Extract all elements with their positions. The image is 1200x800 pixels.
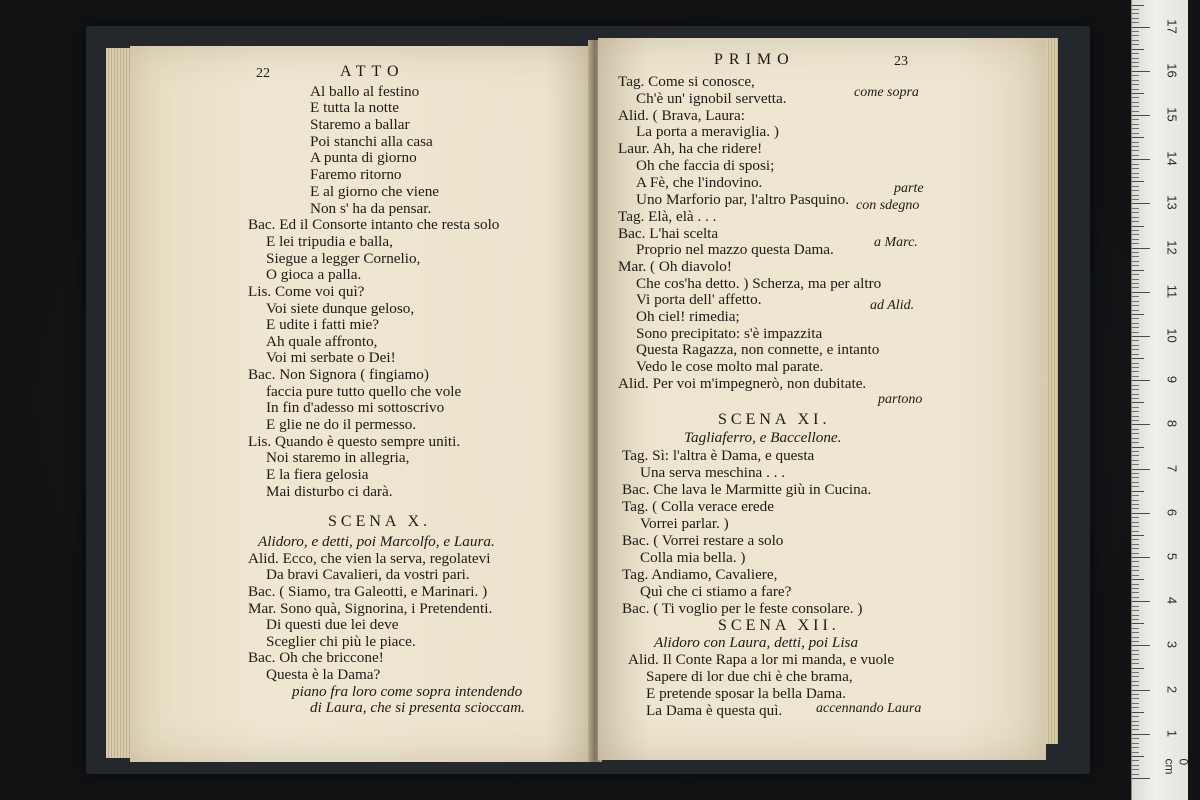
ruler-tick bbox=[1132, 575, 1139, 576]
ruler-tick bbox=[1132, 13, 1139, 14]
ruler-tick bbox=[1132, 464, 1139, 465]
ruler-tick bbox=[1132, 539, 1139, 540]
text-line: Uno Marforio par, l'altro Pasquino. bbox=[636, 191, 850, 208]
ruler-tick bbox=[1132, 248, 1150, 249]
ruler-number: 7 bbox=[1164, 464, 1180, 472]
ruler-tick bbox=[1132, 407, 1139, 408]
ruler-tick bbox=[1132, 420, 1139, 421]
ruler-tick bbox=[1132, 765, 1139, 766]
ruler-tick bbox=[1132, 270, 1144, 271]
left-page bbox=[130, 46, 592, 762]
ruler-tick bbox=[1132, 398, 1139, 399]
ruler-tick bbox=[1132, 371, 1139, 372]
ruler-tick bbox=[1132, 195, 1139, 196]
ruler-tick bbox=[1132, 27, 1150, 28]
text-line: Alid. Ecco, che vien la serva, regolatevi bbox=[248, 550, 491, 567]
ruler-tick bbox=[1132, 477, 1139, 478]
ruler-tick bbox=[1132, 707, 1139, 708]
ruler-tick bbox=[1132, 641, 1139, 642]
stage-direction: parte bbox=[894, 181, 924, 196]
ruler-tick bbox=[1132, 155, 1139, 156]
ruler-tick bbox=[1132, 654, 1139, 655]
text-line: Sapere di lor due chi è che brama, bbox=[646, 668, 853, 685]
ruler-tick bbox=[1132, 570, 1139, 571]
ruler-tick bbox=[1132, 318, 1139, 319]
ruler-tick bbox=[1132, 416, 1139, 417]
ruler-tick bbox=[1132, 97, 1139, 98]
ruler-tick bbox=[1132, 469, 1150, 470]
ruler-tick bbox=[1132, 239, 1139, 240]
ruler-tick bbox=[1132, 659, 1139, 660]
ruler-tick bbox=[1132, 447, 1144, 448]
text-line: Tag. Come si conosce, bbox=[618, 73, 755, 90]
text-line: Oh che faccia di sposi; bbox=[636, 157, 775, 174]
ruler-number: 16 bbox=[1164, 63, 1180, 78]
ruler-tick bbox=[1132, 451, 1139, 452]
ruler-tick bbox=[1132, 128, 1139, 129]
text-line: Una serva meschina . . . bbox=[640, 464, 786, 481]
ruler-tick bbox=[1132, 597, 1139, 598]
ruler-tick bbox=[1132, 623, 1144, 624]
text-line: Lis. Quando è questo sempre uniti. bbox=[248, 433, 461, 450]
ruler-tick bbox=[1132, 676, 1139, 677]
stage-direction: come sopra bbox=[854, 85, 919, 100]
ruler-tick bbox=[1132, 217, 1139, 218]
stage-direction: partono bbox=[878, 392, 923, 407]
ruler-tick bbox=[1132, 349, 1139, 350]
text-line: Bac. Che lava le Marmitte giù in Cucina. bbox=[622, 481, 872, 498]
left-running-head: ATTO bbox=[340, 63, 405, 80]
ruler-tick bbox=[1132, 305, 1139, 306]
ruler-tick bbox=[1132, 230, 1139, 231]
ruler-tick bbox=[1132, 526, 1139, 527]
text-line: Vi porta dell' affetto. bbox=[636, 291, 762, 308]
ruler-number: 14 bbox=[1164, 151, 1180, 166]
ruler-tick bbox=[1132, 5, 1144, 6]
ruler-tick bbox=[1132, 296, 1139, 297]
ruler-tick bbox=[1132, 438, 1139, 439]
text-line: Di questi due lei deve bbox=[266, 616, 399, 633]
text-line: Laur. Ah, ha che ridere! bbox=[618, 140, 763, 157]
ruler-tick bbox=[1132, 252, 1139, 253]
ruler-tick bbox=[1132, 460, 1139, 461]
ruler-tick bbox=[1132, 672, 1139, 673]
ruler-tick bbox=[1132, 274, 1139, 275]
text-line: Questa Ragazza, non connette, e intanto bbox=[636, 341, 880, 358]
ruler-tick bbox=[1132, 606, 1139, 607]
ruler-tick bbox=[1132, 314, 1144, 315]
ruler-tick bbox=[1132, 561, 1139, 562]
text-line: Vorrei parlar. ) bbox=[640, 515, 729, 532]
ruler-tick bbox=[1132, 637, 1139, 638]
ruler-tick bbox=[1132, 133, 1139, 134]
ruler-tick bbox=[1132, 628, 1139, 629]
text-line: Staremo a ballar bbox=[310, 116, 410, 133]
ruler-tick bbox=[1132, 721, 1139, 722]
ruler-tick bbox=[1132, 650, 1139, 651]
ruler-tick bbox=[1132, 584, 1139, 585]
text-line: O gioca a palla. bbox=[266, 266, 362, 283]
ruler-tick bbox=[1132, 703, 1139, 704]
ruler-tick bbox=[1132, 694, 1139, 695]
text-line: Sceglier chi più le piace. bbox=[266, 633, 416, 650]
ruler-tick bbox=[1132, 336, 1150, 337]
text-line: E al giorno che viene bbox=[310, 183, 440, 200]
ruler-tick bbox=[1132, 177, 1139, 178]
ruler-tick bbox=[1132, 150, 1139, 151]
ruler-number: 9 bbox=[1164, 376, 1180, 384]
ruler-tick bbox=[1132, 31, 1139, 32]
text-line: Noi staremo in allegria, bbox=[266, 449, 410, 466]
ruler-tick bbox=[1132, 531, 1139, 532]
ruler-tick bbox=[1132, 376, 1139, 377]
text-line: Oh ciel! rimedia; bbox=[636, 308, 740, 325]
ruler-tick bbox=[1132, 685, 1139, 686]
ruler-tick bbox=[1132, 752, 1139, 753]
ruler-tick bbox=[1132, 486, 1139, 487]
scene-heading: SCENA XI. bbox=[718, 411, 831, 428]
ruler-tick bbox=[1132, 588, 1139, 589]
text-line: Voi mi serbate o Dei! bbox=[266, 349, 396, 366]
ruler-tick bbox=[1132, 491, 1144, 492]
scene-heading: SCENA X. bbox=[328, 513, 432, 530]
text-line: Lis. Come voi quì? bbox=[248, 283, 365, 300]
ruler-tick bbox=[1132, 668, 1144, 669]
ruler-tick bbox=[1132, 226, 1144, 227]
stage-direction: di Laura, che si presenta scioccam. bbox=[310, 699, 525, 716]
ruler-tick bbox=[1132, 663, 1139, 664]
text-line: Quì che ci stiamo a fare? bbox=[640, 583, 792, 600]
ruler-tick bbox=[1132, 389, 1139, 390]
ruler-tick bbox=[1132, 544, 1139, 545]
ruler-number: 17 bbox=[1164, 18, 1180, 34]
stage-direction: Alidoro con Laura, detti, poi Lisa bbox=[654, 634, 859, 651]
text-line: Alid. Il Conte Rapa a lor mi manda, e vuole bbox=[628, 651, 895, 668]
ruler-tick bbox=[1132, 35, 1139, 36]
ruler-number: 4 bbox=[1164, 597, 1180, 605]
ruler-tick bbox=[1132, 62, 1139, 63]
text-line: E lei tripudia e balla, bbox=[266, 233, 393, 250]
text-line: E tutta la notte bbox=[310, 99, 399, 116]
ruler-tick bbox=[1132, 712, 1144, 713]
ruler-tick bbox=[1132, 44, 1139, 45]
text-line: Bac. ( Siamo, tra Galeotti, e Marinari. ) bbox=[248, 583, 488, 600]
ruler-tick bbox=[1132, 504, 1139, 505]
text-line: faccia pure tutto quello che vole bbox=[266, 383, 462, 400]
ruler-tick bbox=[1132, 385, 1139, 386]
ruler-tick bbox=[1132, 212, 1139, 213]
ruler-tick bbox=[1132, 137, 1144, 138]
ruler-tick bbox=[1132, 71, 1150, 72]
ruler-tick bbox=[1132, 261, 1139, 262]
ruler-tick bbox=[1132, 40, 1139, 41]
ruler-tick bbox=[1132, 482, 1139, 483]
text-line: Alid. Per voi m'impegnerò, non dubitate. bbox=[618, 375, 867, 392]
ruler-tick bbox=[1132, 75, 1139, 76]
text-line: Ah quale affronto, bbox=[266, 333, 378, 350]
right-page bbox=[598, 38, 1046, 760]
ruler-tick bbox=[1132, 778, 1150, 779]
ruler-number: 2 bbox=[1164, 685, 1180, 693]
text-line: A punta di giorno bbox=[310, 149, 417, 166]
ruler-tick bbox=[1132, 433, 1139, 434]
ruler-tick bbox=[1132, 142, 1139, 143]
ruler-tick bbox=[1132, 292, 1150, 293]
ruler-tick bbox=[1132, 535, 1144, 536]
ruler-tick bbox=[1132, 111, 1139, 112]
stage-direction: Alidoro, e detti, poi Marcolfo, e Laura. bbox=[258, 533, 495, 550]
text-line: Mai disturbo ci darà. bbox=[266, 483, 393, 500]
ruler-tick bbox=[1132, 310, 1139, 311]
ruler-tick bbox=[1132, 283, 1139, 284]
text-line: Sono precipitato: s'è impazzita bbox=[636, 325, 823, 342]
ruler-tick bbox=[1132, 698, 1139, 699]
ruler-number: 8 bbox=[1164, 420, 1180, 428]
text-line: Colla mia bella. ) bbox=[640, 549, 746, 566]
ruler-tick bbox=[1132, 592, 1139, 593]
ruler-tick bbox=[1132, 208, 1139, 209]
ruler-tick bbox=[1132, 18, 1139, 19]
scene-heading: SCENA XII. bbox=[718, 617, 840, 634]
text-line: E la fiera gelosia bbox=[266, 466, 369, 483]
text-line: In fin d'adesso mi sottoscrivo bbox=[266, 399, 445, 416]
ruler-tick bbox=[1132, 323, 1139, 324]
ruler-tick bbox=[1132, 84, 1139, 85]
ruler-tick bbox=[1132, 429, 1139, 430]
text-line: Da bravi Cavalieri, da vostri pari. bbox=[266, 566, 470, 583]
ruler-tick bbox=[1132, 548, 1139, 549]
ruler-unit-label: 0 cm bbox=[1162, 758, 1191, 775]
ruler-tick bbox=[1132, 380, 1150, 381]
ruler-tick bbox=[1132, 690, 1150, 691]
ruler-tick bbox=[1132, 265, 1139, 266]
ruler-tick bbox=[1132, 760, 1139, 761]
ruler-tick bbox=[1132, 738, 1139, 739]
ruler-tick bbox=[1132, 743, 1139, 744]
ruler-tick bbox=[1132, 442, 1139, 443]
stage-direction: Tagliaferro, e Baccellone. bbox=[684, 429, 842, 446]
ruler-tick bbox=[1132, 106, 1139, 107]
ruler-tick bbox=[1132, 243, 1139, 244]
ruler-tick bbox=[1132, 203, 1150, 204]
ruler-tick bbox=[1132, 124, 1139, 125]
text-line: Tag. Elà, elà . . . bbox=[618, 208, 717, 225]
ruler-tick bbox=[1132, 345, 1139, 346]
ruler-number: 12 bbox=[1164, 239, 1180, 255]
text-line: Faremo ritorno bbox=[310, 166, 402, 183]
ruler-tick bbox=[1132, 186, 1139, 187]
ruler-tick bbox=[1132, 181, 1144, 182]
ruler-tick bbox=[1132, 363, 1139, 364]
ruler-tick bbox=[1132, 455, 1139, 456]
stage-direction: ad Alid. bbox=[870, 298, 915, 313]
ruler-tick bbox=[1132, 619, 1139, 620]
ruler-tick bbox=[1132, 513, 1150, 514]
text-line: Alid. ( Brava, Laura: bbox=[618, 107, 745, 124]
text-line: Ch'è un' ignobil servetta. bbox=[636, 90, 787, 107]
ruler-tick bbox=[1132, 411, 1139, 412]
ruler-tick bbox=[1132, 332, 1139, 333]
ruler-tick bbox=[1132, 190, 1139, 191]
ruler-tick bbox=[1132, 716, 1139, 717]
ruler-tick bbox=[1132, 725, 1139, 726]
text-line: Poi stanchi alla casa bbox=[310, 133, 433, 150]
ruler-tick bbox=[1132, 287, 1139, 288]
text-line: Mar. Sono quà, Signorina, i Pretendenti. bbox=[248, 600, 493, 617]
ruler-tick bbox=[1132, 566, 1139, 567]
ruler-tick bbox=[1132, 66, 1139, 67]
ruler-tick bbox=[1132, 522, 1139, 523]
text-line: Al ballo al festino bbox=[310, 83, 420, 100]
ruler-tick bbox=[1132, 9, 1139, 10]
ruler-tick bbox=[1132, 119, 1139, 120]
text-line: E pretende sposar la bella Dama. bbox=[646, 685, 846, 702]
text-line: Tag. Sì: l'altra è Dama, e questa bbox=[622, 447, 815, 464]
text-line: Bac. ( Ti voglio per le feste consolare. ) bbox=[622, 600, 863, 617]
ruler-number: 13 bbox=[1164, 195, 1180, 211]
ruler-tick bbox=[1132, 22, 1139, 23]
text-line: A Fè, che l'indovino. bbox=[636, 174, 763, 191]
stage-direction: con sdegno bbox=[856, 198, 920, 213]
ruler-tick bbox=[1132, 632, 1139, 633]
stage-direction: accennando Laura bbox=[816, 701, 922, 716]
ruler-tick bbox=[1132, 115, 1150, 116]
ruler-number: 6 bbox=[1164, 508, 1180, 516]
ruler-tick bbox=[1132, 553, 1139, 554]
ruler-tick bbox=[1132, 80, 1139, 81]
ruler-tick bbox=[1132, 354, 1139, 355]
ruler-tick bbox=[1132, 756, 1144, 757]
ruler-tick bbox=[1132, 168, 1139, 169]
ruler-tick bbox=[1132, 774, 1139, 775]
text-line: Bac. Oh che briccone! bbox=[248, 649, 384, 666]
text-line: Proprio nel mazzo questa Dama. bbox=[636, 241, 834, 258]
measuring-ruler bbox=[1131, 0, 1191, 800]
ruler-tick bbox=[1132, 49, 1144, 50]
text-line: Mar. ( Oh diavolo! bbox=[618, 258, 732, 275]
ruler-tick bbox=[1132, 473, 1139, 474]
right-running-head: PRIMO bbox=[714, 51, 795, 68]
left-page-number: 22 bbox=[256, 66, 270, 81]
text-line: La Dama è questa quì. bbox=[646, 702, 783, 719]
ruler-tick bbox=[1132, 610, 1139, 611]
text-line: Tag. ( Colla verace erede bbox=[622, 498, 774, 515]
text-line: Tag. Andiamo, Cavaliere, bbox=[622, 566, 778, 583]
ruler-tick bbox=[1132, 615, 1139, 616]
ruler-tick bbox=[1132, 301, 1139, 302]
ruler-tick bbox=[1132, 645, 1150, 646]
ruler-tick bbox=[1132, 508, 1139, 509]
ruler-tick bbox=[1132, 358, 1144, 359]
stage-direction: piano fra loro come sopra intendendo bbox=[292, 683, 523, 700]
text-line: Bac. Non Signora ( fingiamo) bbox=[248, 366, 429, 383]
ruler-tick bbox=[1132, 402, 1144, 403]
ruler-number: 11 bbox=[1164, 284, 1180, 299]
ruler-tick bbox=[1132, 199, 1139, 200]
ruler-tick bbox=[1132, 601, 1150, 602]
ruler-tick bbox=[1132, 394, 1139, 395]
ruler-tick bbox=[1132, 102, 1139, 103]
text-line: Voi siete dunque geloso, bbox=[266, 300, 415, 317]
ruler-number: 1 bbox=[1164, 729, 1180, 737]
ruler-tick bbox=[1132, 579, 1144, 580]
text-line: Bac. Ed il Consorte intanto che resta solo bbox=[248, 216, 500, 233]
right-page-number: 23 bbox=[894, 54, 908, 69]
text-line: E udite i fatti mie? bbox=[266, 316, 380, 333]
text-line: La porta a meraviglia. ) bbox=[636, 123, 779, 140]
ruler-tick bbox=[1132, 340, 1139, 341]
text-line: Bac. L'hai scelta bbox=[618, 225, 719, 242]
ruler-tick bbox=[1132, 89, 1139, 90]
ruler-tick bbox=[1132, 500, 1139, 501]
ruler-tick bbox=[1132, 256, 1139, 257]
ruler-tick bbox=[1132, 557, 1150, 558]
ruler-tick bbox=[1132, 221, 1139, 222]
text-line: Vedo le cose molto mal parate. bbox=[636, 358, 824, 375]
ruler-tick bbox=[1132, 424, 1150, 425]
ruler-tick bbox=[1132, 327, 1139, 328]
text-line: Questa è la Dama? bbox=[266, 666, 381, 683]
ruler-number: 15 bbox=[1164, 107, 1180, 122]
text-line: E glie ne do il permesso. bbox=[266, 416, 417, 433]
text-line: Che cos'ha detto. ) Scherza, ma per altro bbox=[636, 275, 882, 292]
ruler-number: 5 bbox=[1164, 552, 1180, 561]
ruler-tick bbox=[1132, 146, 1139, 147]
ruler-tick bbox=[1132, 53, 1139, 54]
text-line: Non s' ha da pensar. bbox=[310, 200, 432, 217]
ruler-tick bbox=[1132, 747, 1139, 748]
ruler-tick bbox=[1132, 58, 1139, 59]
ruler-tick bbox=[1132, 517, 1139, 518]
ruler-tick bbox=[1132, 173, 1139, 174]
text-line: Bac. ( Vorrei restare a solo bbox=[622, 532, 784, 549]
ruler-tick bbox=[1132, 734, 1150, 735]
ruler-number: 3 bbox=[1164, 641, 1180, 649]
stage-direction: a Marc. bbox=[874, 235, 918, 250]
ruler-tick bbox=[1132, 729, 1139, 730]
text-line: Siegue a legger Cornelio, bbox=[266, 250, 421, 267]
ruler-tick bbox=[1132, 159, 1150, 160]
ruler-tick bbox=[1132, 769, 1139, 770]
ruler-tick bbox=[1132, 279, 1139, 280]
ruler-tick bbox=[1132, 234, 1139, 235]
ruler-tick bbox=[1132, 495, 1139, 496]
ruler-tick bbox=[1132, 681, 1139, 682]
ruler-tick bbox=[1132, 367, 1139, 368]
ruler-tick bbox=[1132, 93, 1144, 94]
ruler-number: 10 bbox=[1164, 328, 1180, 343]
ruler-tick bbox=[1132, 164, 1139, 165]
